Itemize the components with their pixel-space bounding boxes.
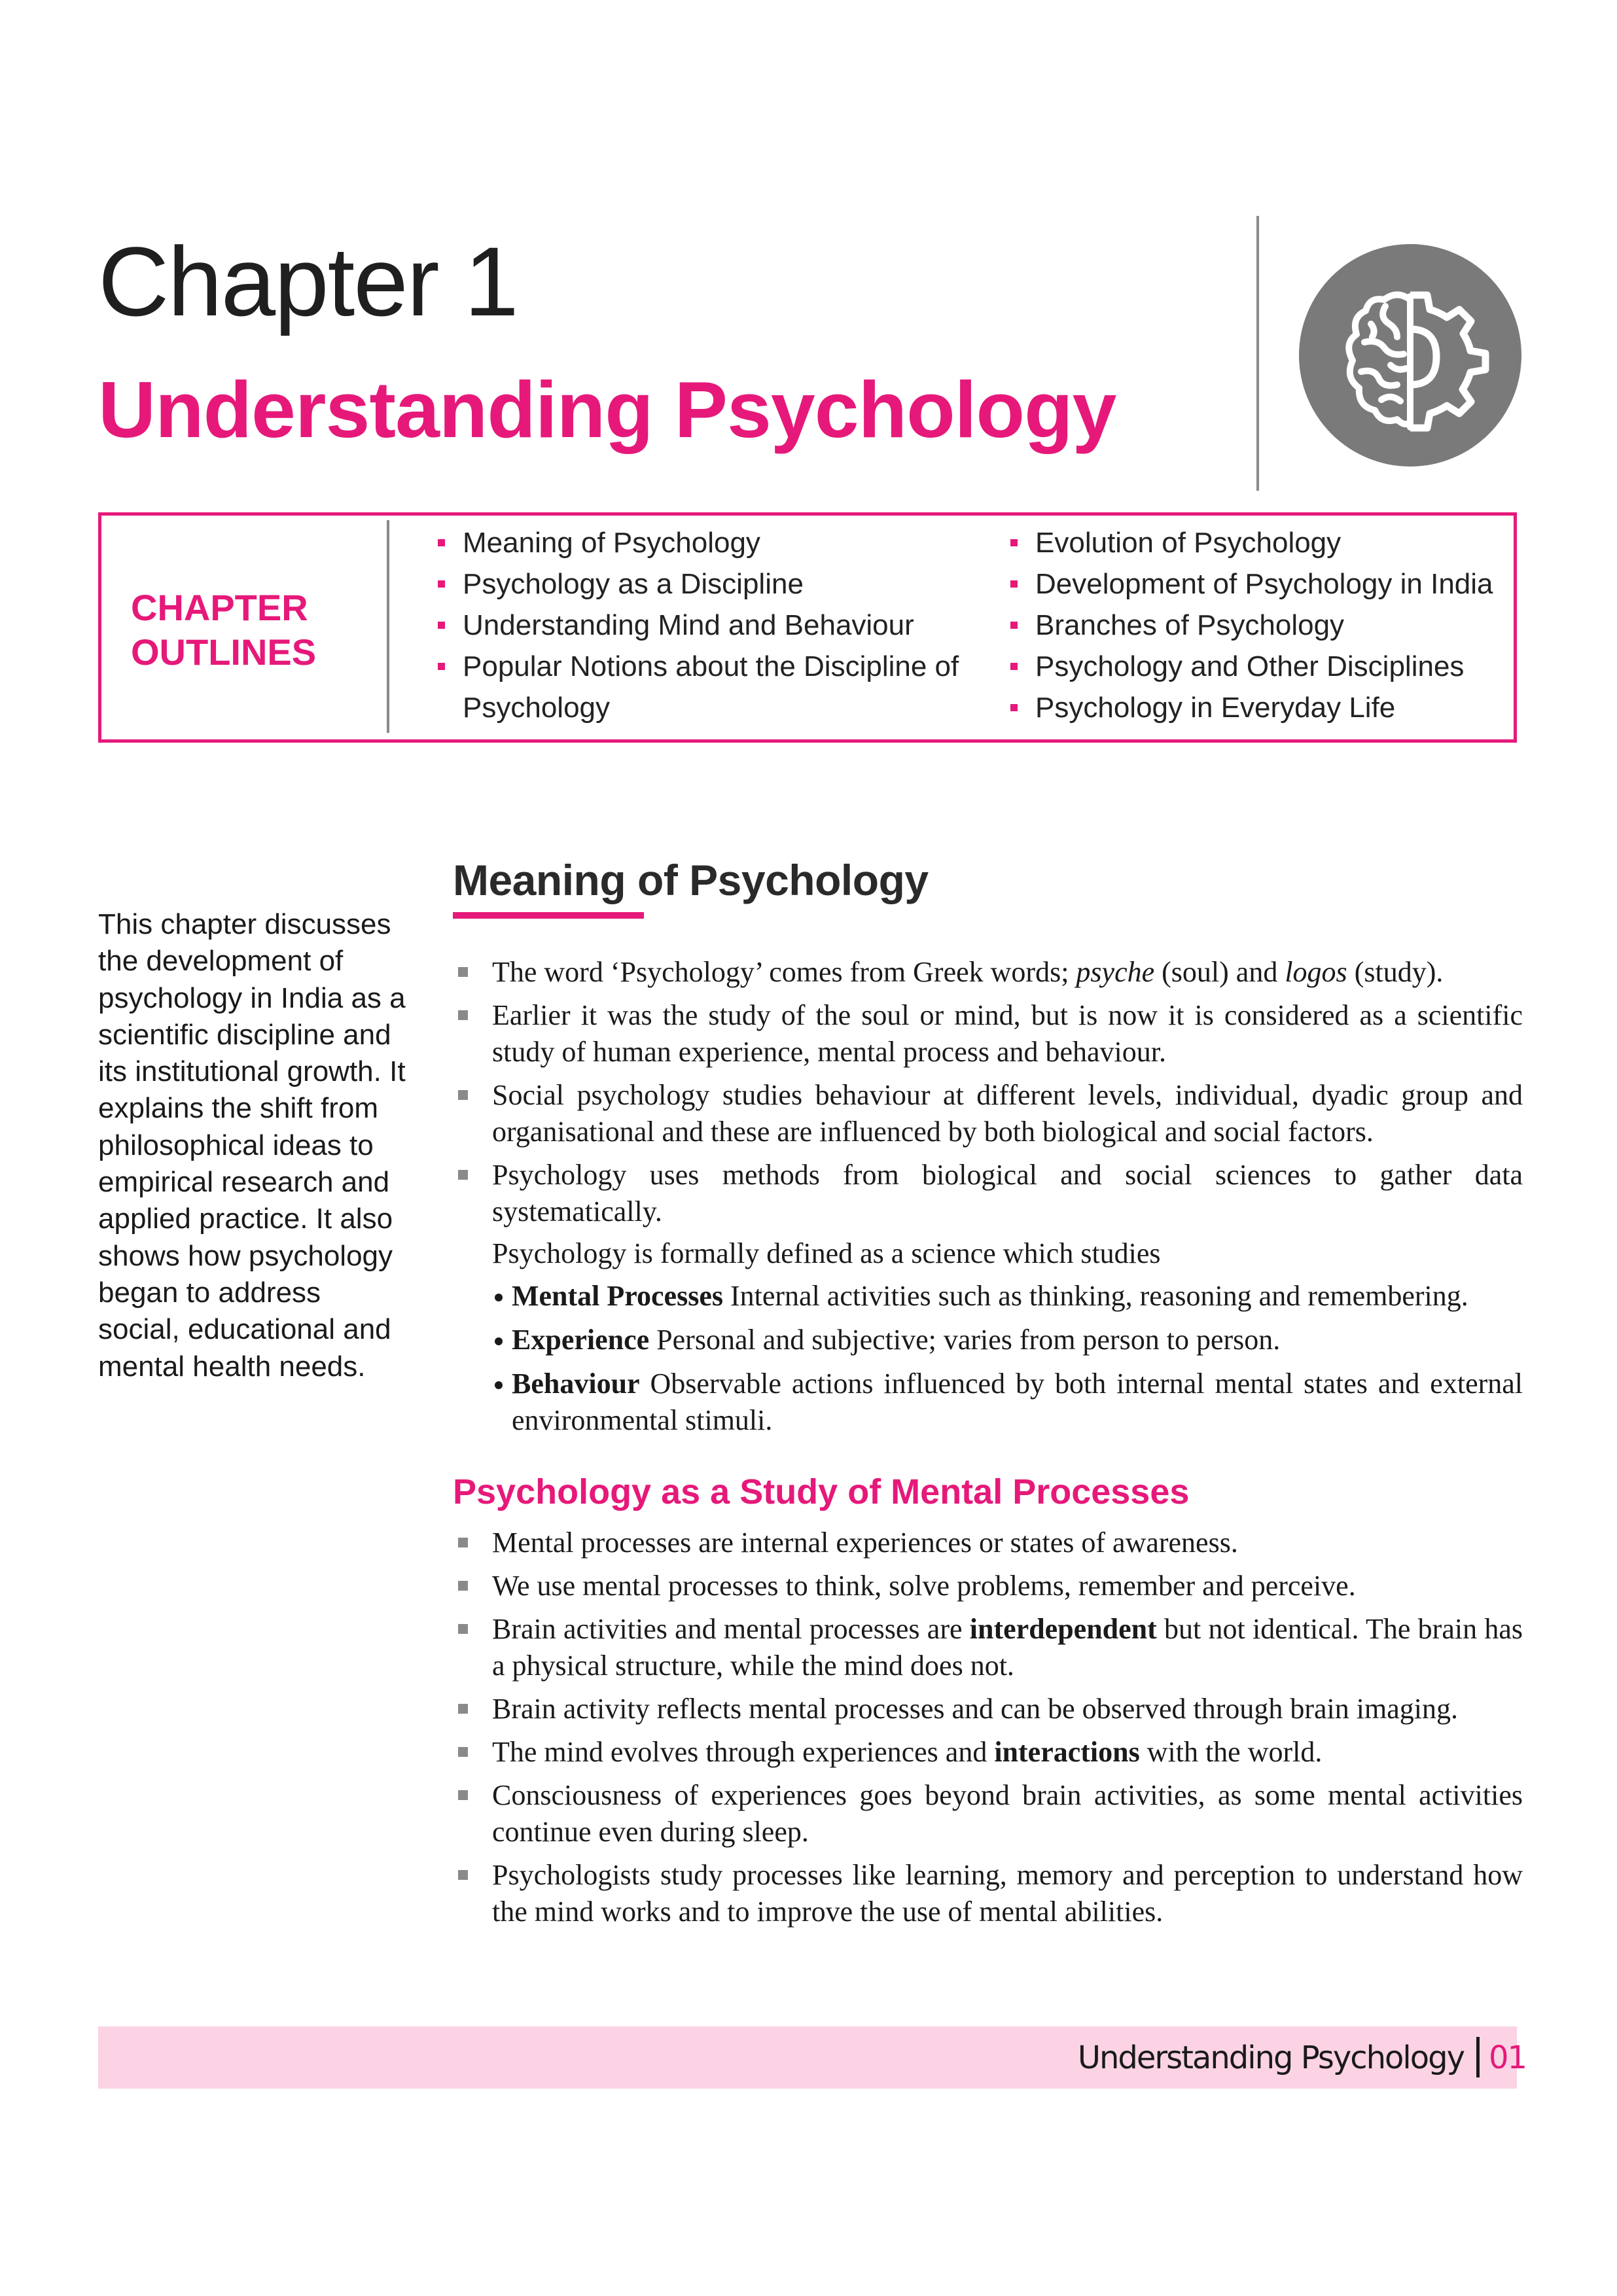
- outline-heading-line2: OUTLINES: [131, 631, 317, 673]
- bullet-square-icon: [438, 622, 445, 629]
- heading-underline: [453, 912, 644, 919]
- page-number: 01: [1489, 2040, 1527, 2076]
- bullet-dot-icon: [495, 1337, 503, 1345]
- bullet-square-icon: [458, 1624, 468, 1634]
- section-heading-mental-processes: Psychology as a Study of Mental Processes: [453, 1472, 1190, 1511]
- definition-item: Mental Processes Internal activities such as thinking, reasoning and remembering.: [492, 1278, 1523, 1315]
- outline-item: Popular Notions about the Discipline of Psychology: [435, 646, 972, 728]
- outline-item: Understanding Mind and Behaviour: [435, 605, 972, 646]
- outline-item: Branches of Psychology: [1008, 605, 1518, 646]
- list-item: Brain activity reflects mental processes and can be observed through brain imaging.: [453, 1691, 1523, 1727]
- list-item: The mind evolves through experiences and interactions with the world.: [453, 1734, 1523, 1771]
- list-item: The word ‘Psychology’ comes from Greek words; psyche (soul) and logos (study).: [453, 954, 1523, 991]
- outline-item: Evolution of Psychology: [1008, 522, 1518, 563]
- mental-processes-bullet-list: [453, 1525, 1523, 1937]
- bullet-square-icon: [458, 1704, 468, 1714]
- bullet-square-icon: [438, 539, 445, 546]
- bullet-dot-icon: [495, 1381, 503, 1389]
- bullet-square-icon: [438, 580, 445, 588]
- list-item: Consciousness of experiences goes beyond brain activities, as some mental activities continue even during sleep.: [453, 1777, 1523, 1850]
- bullet-square-icon: [458, 1790, 468, 1800]
- outline-item: Psychology as a Discipline: [435, 563, 972, 605]
- list-item: Mental processes are internal experiences or states of awareness.: [453, 1525, 1523, 1561]
- chapter-label: Chapter 1: [98, 226, 518, 336]
- side-note: This chapter discusses the development of psychology in India as a scientific discipline and its institutional growth. It explains the shift from philosophical ideas to empirical research and applied practice. It also shows how psychology began to address social, educational and mental health needs.: [98, 908, 406, 1383]
- outline-heading-line1: CHAPTER: [131, 587, 308, 628]
- bullet-square-icon: [458, 1010, 468, 1020]
- bullet-square-icon: [1010, 580, 1018, 588]
- bullet-dot-icon: [495, 1294, 503, 1301]
- outline-item: Psychology and Other Disciplines: [1008, 646, 1518, 687]
- section-heading-meaning: Meaning of Psychology: [453, 856, 929, 904]
- bullet-square-icon: [458, 1747, 468, 1757]
- bullet-square-icon: [1010, 622, 1018, 629]
- list-item: Psychology uses methods from biological and social sciences to gather data systematically.: [453, 1157, 1523, 1230]
- list-item: Social psychology studies behaviour at different levels, individual, dyadic group and organisational and these are influenced by both biological and social factors.: [453, 1077, 1523, 1150]
- outline-column-2: [1008, 522, 1518, 728]
- bullet-square-icon: [458, 1581, 468, 1591]
- definition-list: [492, 1278, 1523, 1446]
- list-item: Brain activities and mental processes are interdependent but not identical. The brain has a physical structure, while the mind does not.: [453, 1611, 1523, 1684]
- meaning-bullet-list: [453, 954, 1523, 1237]
- definition-item: Behaviour Observable actions influenced by both internal mental states and external environmental stimuli.: [492, 1366, 1523, 1439]
- definition-item: Experience Personal and subjective; varies from person to person.: [492, 1322, 1523, 1358]
- bullet-square-icon: [458, 1870, 468, 1880]
- bullet-square-icon: [458, 1538, 468, 1547]
- outline-item: Meaning of Psychology: [435, 522, 972, 563]
- list-item: Earlier it was the study of the soul or mind, but is now it is considered as a scientific study of human experience, mental process and behaviour.: [453, 997, 1523, 1070]
- bullet-square-icon: [458, 1170, 468, 1180]
- bullet-square-icon: [458, 1090, 468, 1100]
- bullet-square-icon: [438, 663, 445, 670]
- outline-column-1: [435, 522, 972, 728]
- bullet-square-icon: [458, 967, 468, 977]
- outline-divider: [387, 520, 389, 733]
- outline-item: Psychology in Everyday Life: [1008, 687, 1518, 728]
- list-item: We use mental processes to think, solve problems, remember and perceive.: [453, 1568, 1523, 1604]
- header-divider: [1256, 216, 1259, 491]
- bullet-square-icon: [1010, 704, 1018, 711]
- chapter-title: Understanding Psychology: [98, 365, 1116, 454]
- footer-title: Understanding Psychology: [1077, 2040, 1464, 2076]
- outline-item: Development of Psychology in India: [1008, 563, 1518, 605]
- brain-gear-icon: [1299, 244, 1521, 467]
- chapter-outlines-heading: [131, 586, 316, 675]
- list-item: Psychologists study processes like learning, memory and perception to understand how the mind works and to improve the use of mental abilities.: [453, 1857, 1523, 1930]
- bullet-square-icon: [1010, 539, 1018, 546]
- definition-intro: Psychology is formally defined as a science which studies: [492, 1237, 1161, 1269]
- bullet-square-icon: [1010, 663, 1018, 670]
- footer-separator: [1476, 2037, 1480, 2077]
